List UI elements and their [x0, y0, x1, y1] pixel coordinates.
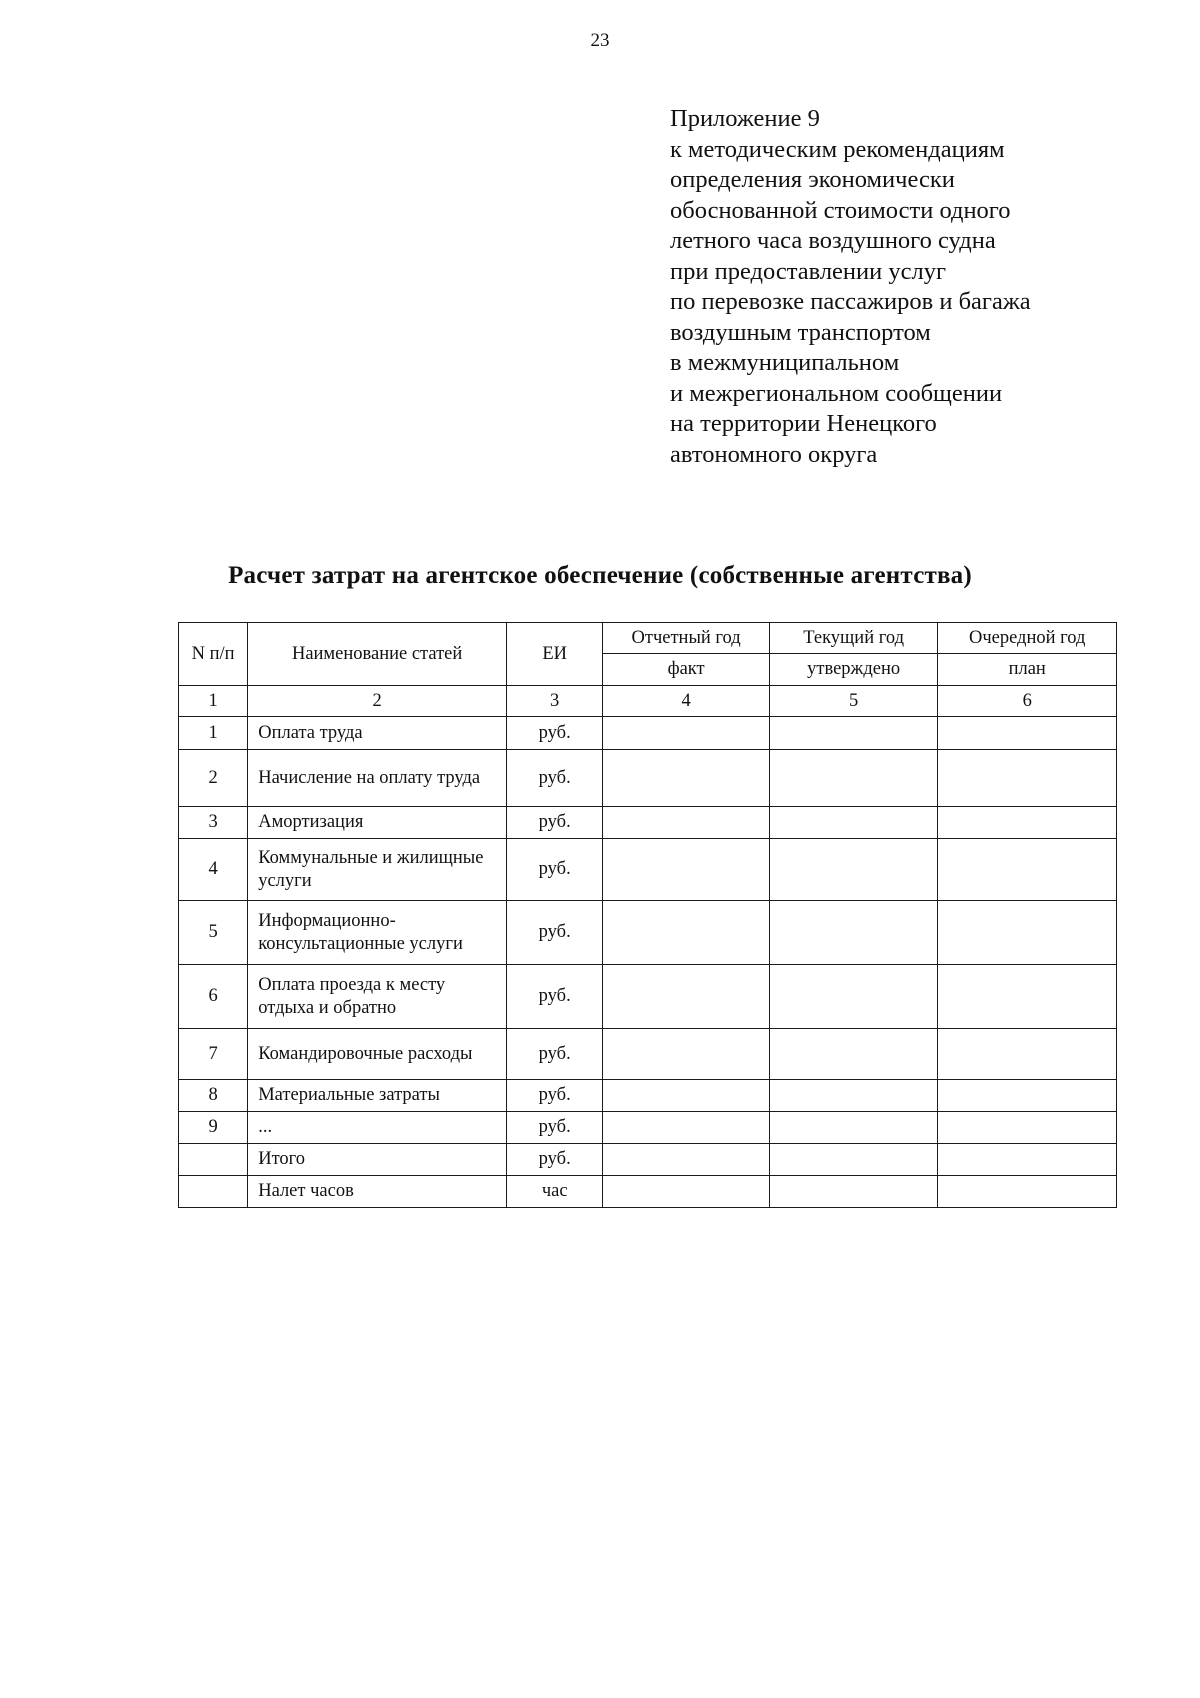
column-number: 6 — [938, 686, 1117, 717]
column-number: 3 — [507, 686, 603, 717]
row-name: ... — [248, 1112, 507, 1144]
row-name: Оплата труда — [248, 717, 507, 750]
row-name: Командировочные расходы — [248, 1029, 507, 1080]
value-cell — [603, 1112, 770, 1144]
value-cell — [603, 901, 770, 965]
appendix-line: определения экономически — [670, 166, 955, 193]
row-unit: руб. — [507, 1144, 603, 1176]
row-name: Коммунальные и жилищные услуги — [248, 839, 507, 901]
row-name: Амортизация — [248, 807, 507, 839]
row-num: 1 — [179, 717, 248, 750]
row-unit: руб. — [507, 1112, 603, 1144]
row-unit: руб. — [507, 901, 603, 965]
table-row — [179, 965, 1117, 1029]
column-number: 4 — [603, 686, 770, 717]
table-row-flight-hours — [179, 1176, 1117, 1208]
value-cell — [769, 901, 938, 965]
value-cell — [603, 750, 770, 807]
row-unit: руб. — [507, 839, 603, 901]
table-row — [179, 1029, 1117, 1080]
row-num: 9 — [179, 1112, 248, 1144]
appendix-line: воздушным транспортом — [670, 318, 931, 346]
cost-table — [178, 622, 1117, 1208]
table-header — [179, 623, 1117, 717]
table-row-total — [179, 1144, 1117, 1176]
table-row — [179, 1080, 1117, 1112]
row-unit: руб. — [507, 965, 603, 1029]
row-num: 6 — [179, 965, 248, 1029]
row-num — [179, 1144, 248, 1176]
column-number: 2 — [248, 686, 507, 717]
table-row — [179, 717, 1117, 750]
appendix-block — [670, 104, 1150, 470]
value-cell — [769, 807, 938, 839]
row-name: Налет часов — [248, 1176, 507, 1208]
row-unit: руб. — [507, 807, 603, 839]
row-name: Итого — [248, 1144, 507, 1176]
header-year-reported: Отчетный год — [603, 623, 770, 654]
value-cell — [938, 839, 1117, 901]
value-cell — [769, 1080, 938, 1112]
value-cell — [938, 807, 1117, 839]
row-name: Информационно-консультационные услуги — [248, 901, 507, 965]
header-num: N п/п — [179, 623, 248, 686]
appendix-line: в межмуниципальном — [670, 349, 900, 376]
value-cell — [769, 1029, 938, 1080]
table-row — [179, 1112, 1117, 1144]
header-approved: утверждено — [769, 654, 938, 686]
row-name: Оплата проезда к месту отдыха и обратно — [248, 965, 507, 1029]
header-year-next: Очередной год — [938, 623, 1117, 654]
header-plan: план — [938, 654, 1117, 686]
row-num: 8 — [179, 1080, 248, 1112]
appendix-line: летного часа воздушного судна — [670, 227, 996, 254]
appendix-line: по перевозке пассажиров и багажа — [670, 288, 1031, 315]
value-cell — [769, 965, 938, 1029]
row-num: 3 — [179, 807, 248, 839]
row-name: Начисление на оплату труда — [248, 750, 507, 807]
table-row — [179, 901, 1117, 965]
appendix-line: к методическим рекомендациям — [670, 135, 1005, 163]
row-num: 2 — [179, 750, 248, 807]
value-cell — [938, 1176, 1117, 1208]
document-title: Расчет затрат на агентское обеспечение (собственные агентства) — [228, 562, 972, 589]
value-cell — [769, 1176, 938, 1208]
row-unit: руб. — [507, 1080, 603, 1112]
value-cell — [603, 1144, 770, 1176]
value-cell — [769, 750, 938, 807]
table-row — [179, 807, 1117, 839]
value-cell — [603, 1080, 770, 1112]
row-num — [179, 1176, 248, 1208]
value-cell — [938, 1080, 1117, 1112]
value-cell — [769, 839, 938, 901]
appendix-line: и межрегиональном сообщении — [670, 379, 1003, 407]
value-cell — [603, 717, 770, 750]
column-number-row — [179, 686, 1117, 717]
appendix-line: при предоставлении услуг — [670, 257, 947, 285]
value-cell — [938, 1144, 1117, 1176]
row-unit: руб. — [507, 1029, 603, 1080]
value-cell — [938, 1029, 1117, 1080]
value-cell — [603, 1029, 770, 1080]
value-cell — [769, 717, 938, 750]
table-body — [179, 717, 1117, 1208]
appendix-line: обоснованной стоимости одного — [670, 196, 1011, 224]
value-cell — [938, 750, 1117, 807]
row-unit: руб. — [507, 750, 603, 807]
header-name: Наименование статей — [248, 623, 507, 686]
row-num: 4 — [179, 839, 248, 901]
value-cell — [603, 1176, 770, 1208]
value-cell — [938, 1112, 1117, 1144]
value-cell — [603, 807, 770, 839]
value-cell — [938, 717, 1117, 750]
column-number: 1 — [179, 686, 248, 717]
value-cell — [938, 965, 1117, 1029]
row-unit: руб. — [507, 717, 603, 750]
header-year-current: Текущий год — [769, 623, 938, 654]
value-cell — [769, 1144, 938, 1176]
header-unit: ЕИ — [507, 623, 603, 686]
value-cell — [603, 839, 770, 901]
row-name: Материальные затраты — [248, 1080, 507, 1112]
page-number: 23 — [590, 30, 610, 51]
row-num: 5 — [179, 901, 248, 965]
table-row — [179, 839, 1117, 901]
appendix-heading: Приложение 9 — [670, 105, 820, 132]
appendix-line: на территории Ненецкого — [670, 410, 937, 437]
appendix-line: автономного округа — [670, 440, 878, 468]
row-unit: час — [507, 1176, 603, 1208]
value-cell — [603, 965, 770, 1029]
column-number: 5 — [769, 686, 938, 717]
value-cell — [938, 901, 1117, 965]
value-cell — [769, 1112, 938, 1144]
table-row — [179, 750, 1117, 807]
row-num: 7 — [179, 1029, 248, 1080]
header-fact: факт — [603, 654, 770, 686]
